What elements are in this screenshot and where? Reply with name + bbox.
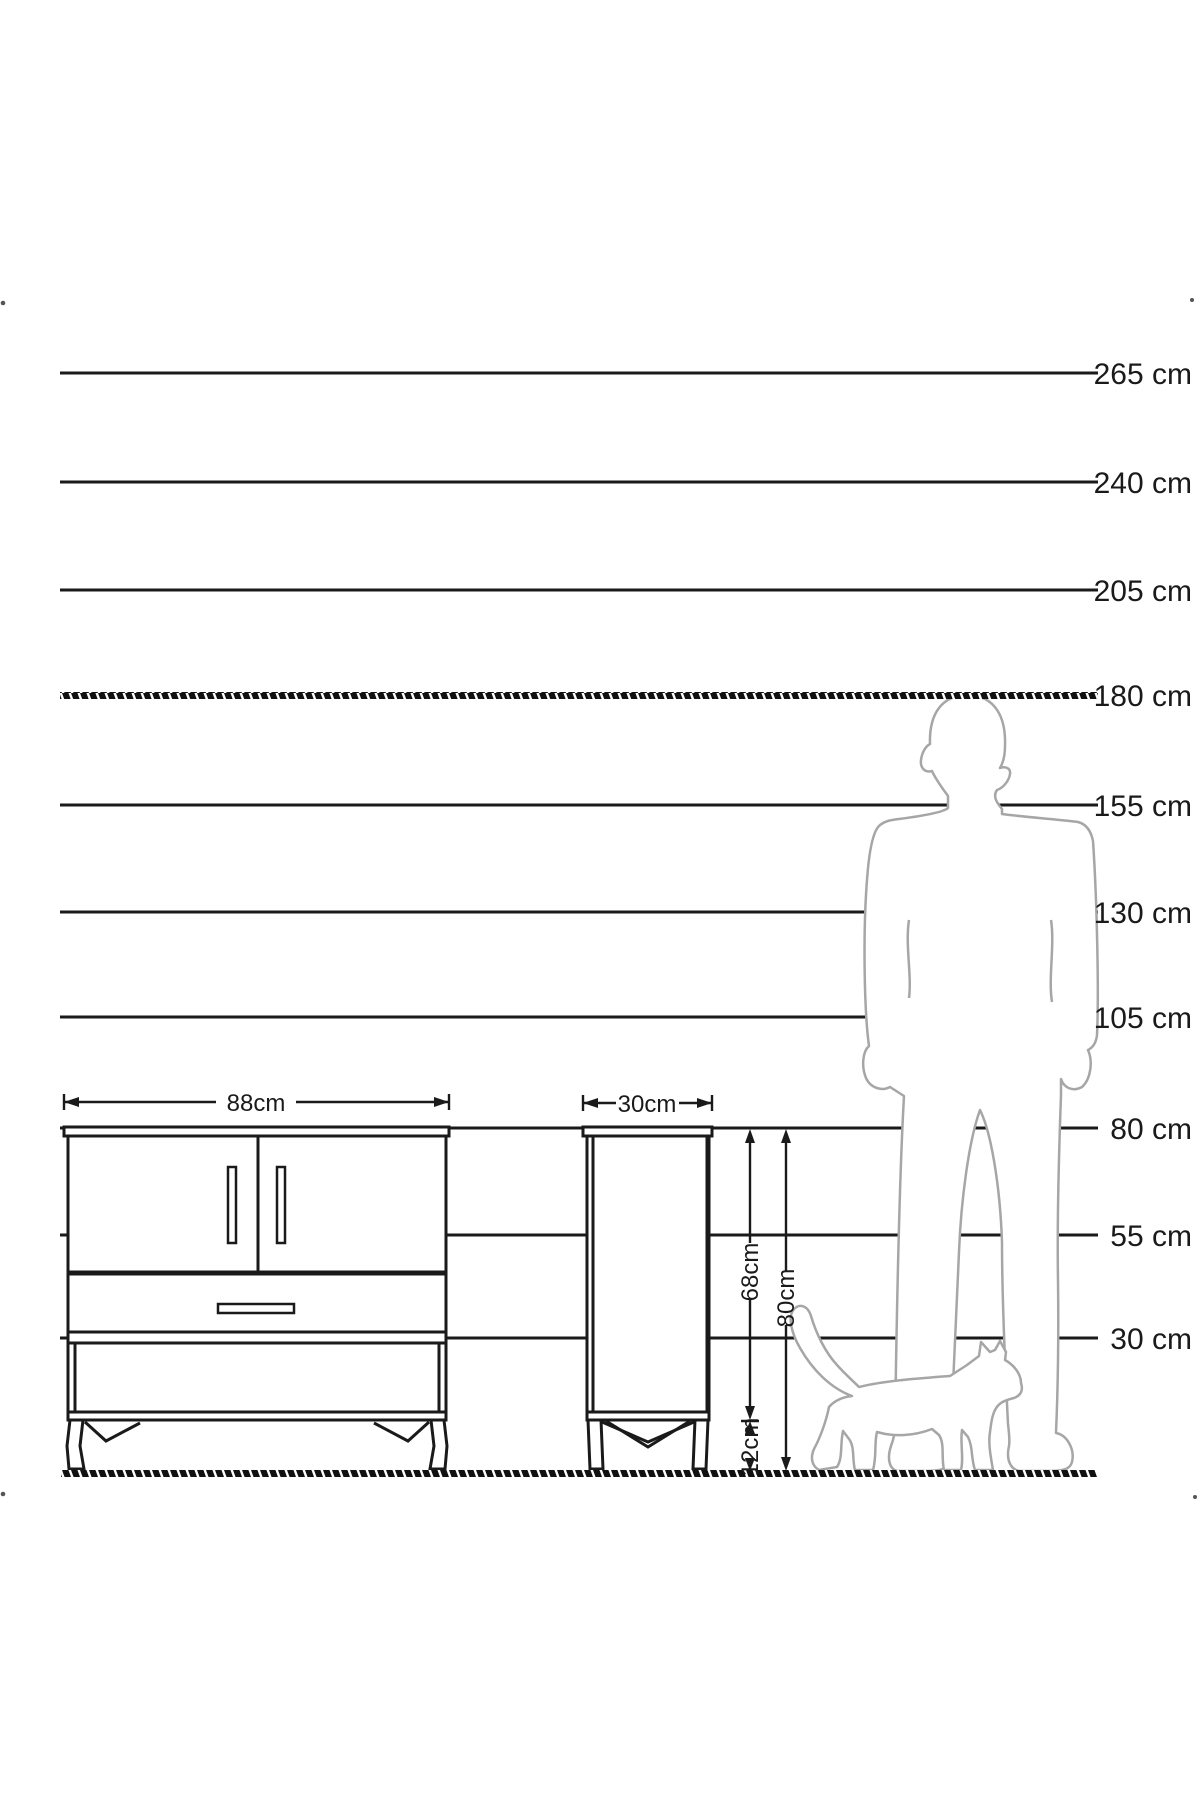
dim-label-12cm: 12cm bbox=[737, 1417, 764, 1477]
scale-label-30: 30 cm bbox=[1110, 1323, 1192, 1356]
man-coat-slit-right bbox=[1051, 920, 1053, 1002]
large-cabinet-top bbox=[64, 1127, 449, 1136]
small-cabinet-body bbox=[587, 1135, 709, 1420]
small-cabinet-left-leg bbox=[588, 1420, 603, 1469]
scale-label-155: 155 cm bbox=[1093, 790, 1192, 823]
large-cabinet-left-door-handle bbox=[228, 1167, 236, 1243]
small-cabinet-top bbox=[583, 1127, 712, 1136]
scale-label-180: 180 cm bbox=[1093, 680, 1192, 713]
large-cabinet-right-leg bbox=[430, 1420, 447, 1469]
scale-label-105: 105 cm bbox=[1093, 1002, 1192, 1035]
ceiling-hatch-line-180 bbox=[60, 692, 1098, 699]
large-cabinet bbox=[64, 1127, 449, 1469]
speck-bottom-left bbox=[1, 1492, 6, 1497]
scale-label-80: 80 cm bbox=[1110, 1113, 1192, 1146]
speck-top-left bbox=[1, 301, 6, 306]
small-cabinet-right-leg bbox=[693, 1420, 708, 1469]
speck-bottom-right bbox=[1193, 1495, 1197, 1499]
dim-label-30cm: 30cm bbox=[617, 1091, 677, 1118]
ground-line bbox=[61, 1470, 1097, 1477]
dim-label-80cm: 80cm bbox=[773, 1268, 800, 1328]
scale-label-130: 130 cm bbox=[1093, 897, 1192, 930]
speck-top-right bbox=[1190, 298, 1194, 302]
dim-label-88cm: 88cm bbox=[226, 1090, 286, 1117]
dim-cabinet-leg-height bbox=[737, 1418, 764, 1477]
small-cabinet bbox=[583, 1127, 712, 1469]
scale-label-265: 265 cm bbox=[1093, 358, 1192, 391]
scale-label-205: 205 cm bbox=[1093, 575, 1192, 608]
large-cabinet-drawer-handle bbox=[218, 1304, 294, 1313]
dim-label-68cm: 68cm bbox=[737, 1242, 764, 1302]
scale-label-55: 55 cm bbox=[1110, 1220, 1192, 1253]
large-cabinet-left-leg bbox=[67, 1420, 84, 1469]
scale-label-240: 240 cm bbox=[1093, 467, 1192, 500]
large-cabinet-right-door-handle bbox=[277, 1167, 285, 1243]
